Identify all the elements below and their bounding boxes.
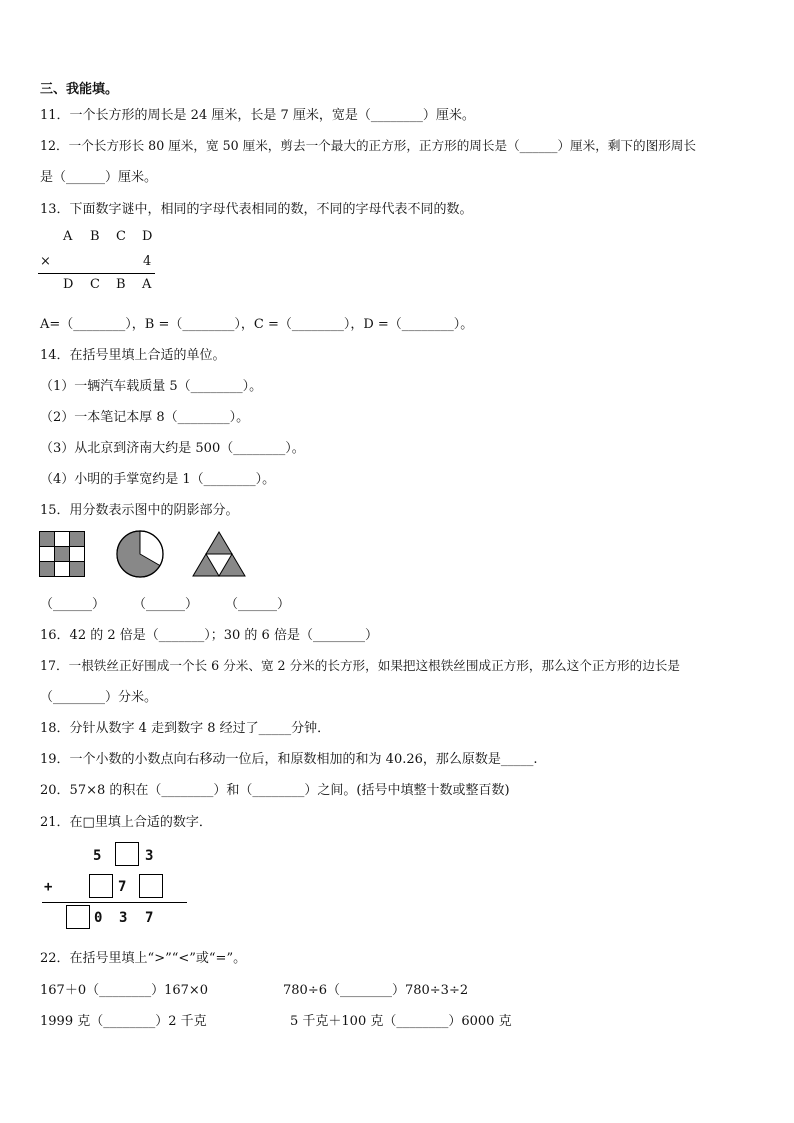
q22-item-4: 5 千克＋100 克（________）6000 克: [290, 1014, 512, 1029]
multiplier: 4: [143, 254, 152, 269]
question-18: 18．分针从数字 4 走到数字 8 经过了_____分钟．: [40, 721, 331, 736]
add-row2-digit-7: 7: [118, 879, 127, 895]
question-15: 15．用分数表示图中的阴影部分。: [40, 503, 239, 518]
puzzle-bottom-b: B: [116, 277, 126, 292]
question-22: 22．在括号里填上“>”“<”或“=”。: [40, 951, 247, 966]
times-sign: ×: [40, 254, 51, 269]
section-title: 三、我能填。: [40, 82, 119, 97]
question-17-line-1: 17．一根铁丝正好围成一个长 6 分米、宽 2 分米的长方形，如果把这根铁丝围成正方形，那么这个正方形的边长是: [40, 658, 680, 673]
puzzle-bottom-d: D: [63, 277, 74, 292]
q15-blank-3[interactable]: （______）: [225, 597, 291, 612]
blank-box-row3[interactable]: [66, 905, 90, 929]
q14-item-2: （2）一本笔记本厚 8（________）。: [40, 410, 250, 425]
question-13-answer: A=（________），B =（________），C =（________），D =（________）。: [40, 317, 474, 332]
q14-item-3: （3）从北京到济南大约是 500（________）。: [40, 441, 305, 456]
blank-box-row1[interactable]: [115, 842, 139, 866]
blank-box-row2-right[interactable]: [139, 874, 163, 898]
question-16: 16．42 的 2 倍是（_______）；30 的 6 倍是（________）: [40, 628, 378, 643]
add-row1-digit-5: 5: [93, 848, 102, 864]
question-13: 13．下面数字谜中，相同的字母代表相同的数，不同的字母代表不同的数。: [40, 202, 473, 217]
puzzle-bottom-a: A: [142, 277, 152, 292]
add-row3-digit-7: 7: [145, 910, 154, 926]
grid-figure: [39, 531, 85, 577]
plus-sign: +: [44, 879, 53, 895]
puzzle-rule: [38, 273, 155, 274]
question-20: 20．57×8 的积在（________）和（________）之间。(括号中填整十数或整百数): [40, 783, 510, 798]
puzzle-bottom-c: C: [90, 277, 100, 292]
puzzle-top-d: D: [142, 229, 153, 244]
q15-blank-2[interactable]: （______）: [133, 597, 199, 612]
q22-item-1: 167＋0（________）167×0: [40, 983, 209, 998]
q22-item-3: 1999 克（________）2 千克: [40, 1014, 207, 1029]
add-row3-digit-3: 3: [119, 910, 128, 926]
triangle-figure: [191, 530, 247, 578]
puzzle-top-b: B: [90, 229, 100, 244]
circle-figure: [115, 529, 165, 579]
question-12-line-1: 12．一个长方形长 80 厘米，宽 50 厘米，剪去一个最大的正方形，正方形的周长是（______）厘米，剩下的图形周长: [40, 138, 696, 153]
question-14: 14．在括号里填上合适的单位。: [40, 348, 226, 363]
q14-item-1: （1）一辆汽车载质量 5（________）。: [40, 379, 263, 394]
question-17-line-2: （________）分米。: [40, 690, 158, 705]
q22-item-2: 780÷6（________）780÷3÷2: [283, 983, 469, 998]
blank-box-row2-left[interactable]: [89, 874, 113, 898]
add-row3-digit-0: 0: [94, 910, 103, 926]
addition-rule: [42, 902, 187, 903]
add-row1-digit-3: 3: [145, 848, 154, 864]
q14-item-4: （4）小明的手掌宽约是 1（________）。: [40, 472, 276, 487]
q15-blank-1[interactable]: （______）: [40, 597, 106, 612]
puzzle-top-a: A: [63, 229, 73, 244]
question-19: 19．一个小数的小数点向右移动一位后，和原数相加的和为 40.26，那么原数是_____.: [40, 752, 538, 767]
question-21: 21．在□里填上合适的数字．: [40, 815, 212, 830]
question-12-line-2: 是（______）厘米。: [40, 170, 158, 185]
puzzle-top-c: C: [116, 229, 126, 244]
question-11: 11．一个长方形的周长是 24 厘米，长是 7 厘米，宽是（________）厘米。: [40, 108, 475, 123]
